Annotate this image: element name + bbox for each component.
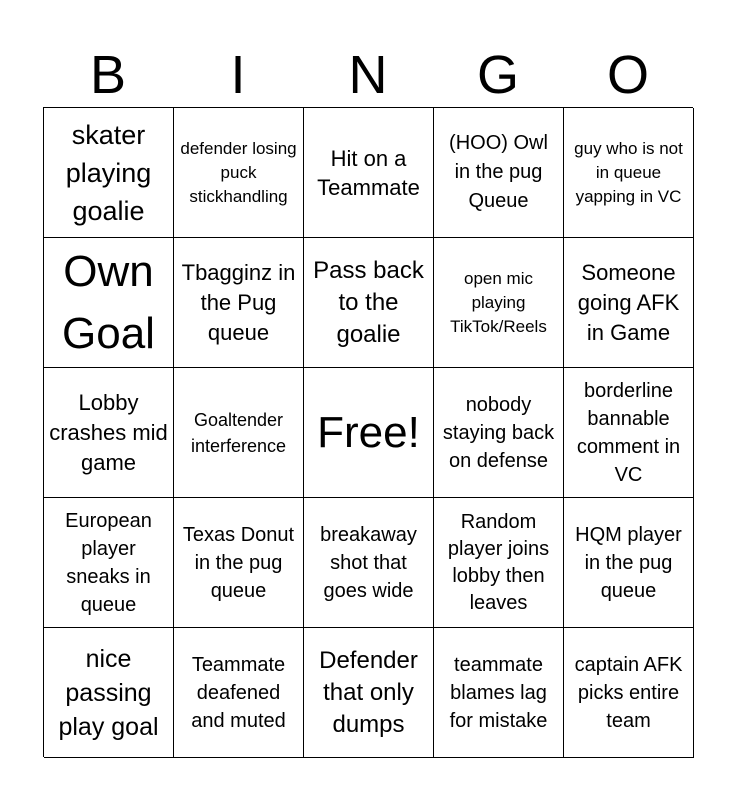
bingo-cell-text: Texas Donut in the pug queue	[182, 523, 295, 602]
bingo-cell[interactable]	[44, 498, 174, 628]
bingo-cell[interactable]	[434, 628, 564, 758]
bingo-cell[interactable]	[174, 238, 304, 368]
bingo-cell-text: HQM player in the pug queue	[575, 523, 682, 602]
bingo-cell-text: borderline bannable comment in VC	[576, 379, 681, 486]
bingo-cell[interactable]	[434, 498, 564, 628]
bingo-cell[interactable]	[434, 108, 564, 238]
bingo-cell[interactable]	[564, 628, 694, 758]
bingo-cell[interactable]	[174, 368, 304, 498]
bingo-cell-text: Own Goal	[62, 246, 155, 358]
bingo-cell-text: European player sneaks in queue	[65, 509, 152, 616]
bingo-cell[interactable]	[304, 628, 434, 758]
bingo-header	[43, 44, 693, 106]
bingo-cell[interactable]	[304, 238, 434, 368]
bingo-cell[interactable]	[44, 368, 174, 498]
bingo-cell[interactable]	[564, 368, 694, 498]
bingo-cell-text: Someone going AFK in Game	[577, 259, 680, 345]
bingo-cell[interactable]	[304, 368, 434, 498]
bingo-cell-text: guy who is not in queue yapping in VC	[574, 138, 683, 206]
bingo-cell[interactable]	[564, 108, 694, 238]
bingo-cell[interactable]	[304, 108, 434, 238]
bingo-cell-text: teammate blames lag for mistake	[449, 653, 548, 732]
bingo-cell-text: nice passing play goal	[58, 644, 159, 741]
bingo-cell[interactable]	[434, 238, 564, 368]
bingo-cell-text: Random player joins lobby then leaves	[447, 510, 550, 614]
bingo-cell[interactable]	[44, 238, 174, 368]
bingo-cell[interactable]	[434, 368, 564, 498]
bingo-cell[interactable]	[564, 238, 694, 368]
bingo-cell-text: Teammate deafened and muted	[191, 653, 286, 732]
bingo-cell[interactable]	[564, 498, 694, 628]
bingo-cell-text: Lobby crashes mid game	[49, 389, 168, 475]
bingo-cell[interactable]	[44, 628, 174, 758]
bingo-cell-text: skater playing goalie	[65, 119, 152, 226]
bingo-board	[43, 107, 693, 757]
bingo-cell[interactable]	[44, 108, 174, 238]
bingo-cell[interactable]	[174, 498, 304, 628]
header-letter-b: B	[89, 45, 127, 105]
free-space-text: Free!	[317, 407, 420, 457]
header-letter-g: G	[476, 45, 519, 105]
bingo-cell-text: defender losing puck stickhandling	[180, 138, 297, 206]
bingo-cell-text: nobody staying back on defense	[442, 393, 555, 472]
bingo-cell-text: captain AFK picks entire team	[574, 653, 683, 732]
bingo-cell[interactable]	[304, 498, 434, 628]
header-letter-n: N	[348, 45, 388, 105]
header-letter-o: O	[606, 45, 649, 105]
bingo-cell-text: Pass back to the goalie	[313, 256, 424, 348]
bingo-cell-text: (HOO) Owl in the pug Queue	[449, 132, 548, 212]
header-letter-i: I	[230, 45, 246, 105]
bingo-cell-text: Tbagginz in the Pug queue	[181, 259, 296, 345]
bingo-cell[interactable]	[174, 628, 304, 758]
bingo-cell-text: breakaway shot that goes wide	[320, 523, 417, 602]
bingo-cell[interactable]	[174, 108, 304, 238]
bingo-cell-text: Goaltender interference	[190, 409, 287, 456]
bingo-cell-text: Defender that only dumps	[319, 646, 418, 738]
bingo-cell-text: Hit on a Teammate	[317, 145, 420, 200]
bingo-cell-text: open mic playing TikTok/Reels	[450, 268, 547, 336]
